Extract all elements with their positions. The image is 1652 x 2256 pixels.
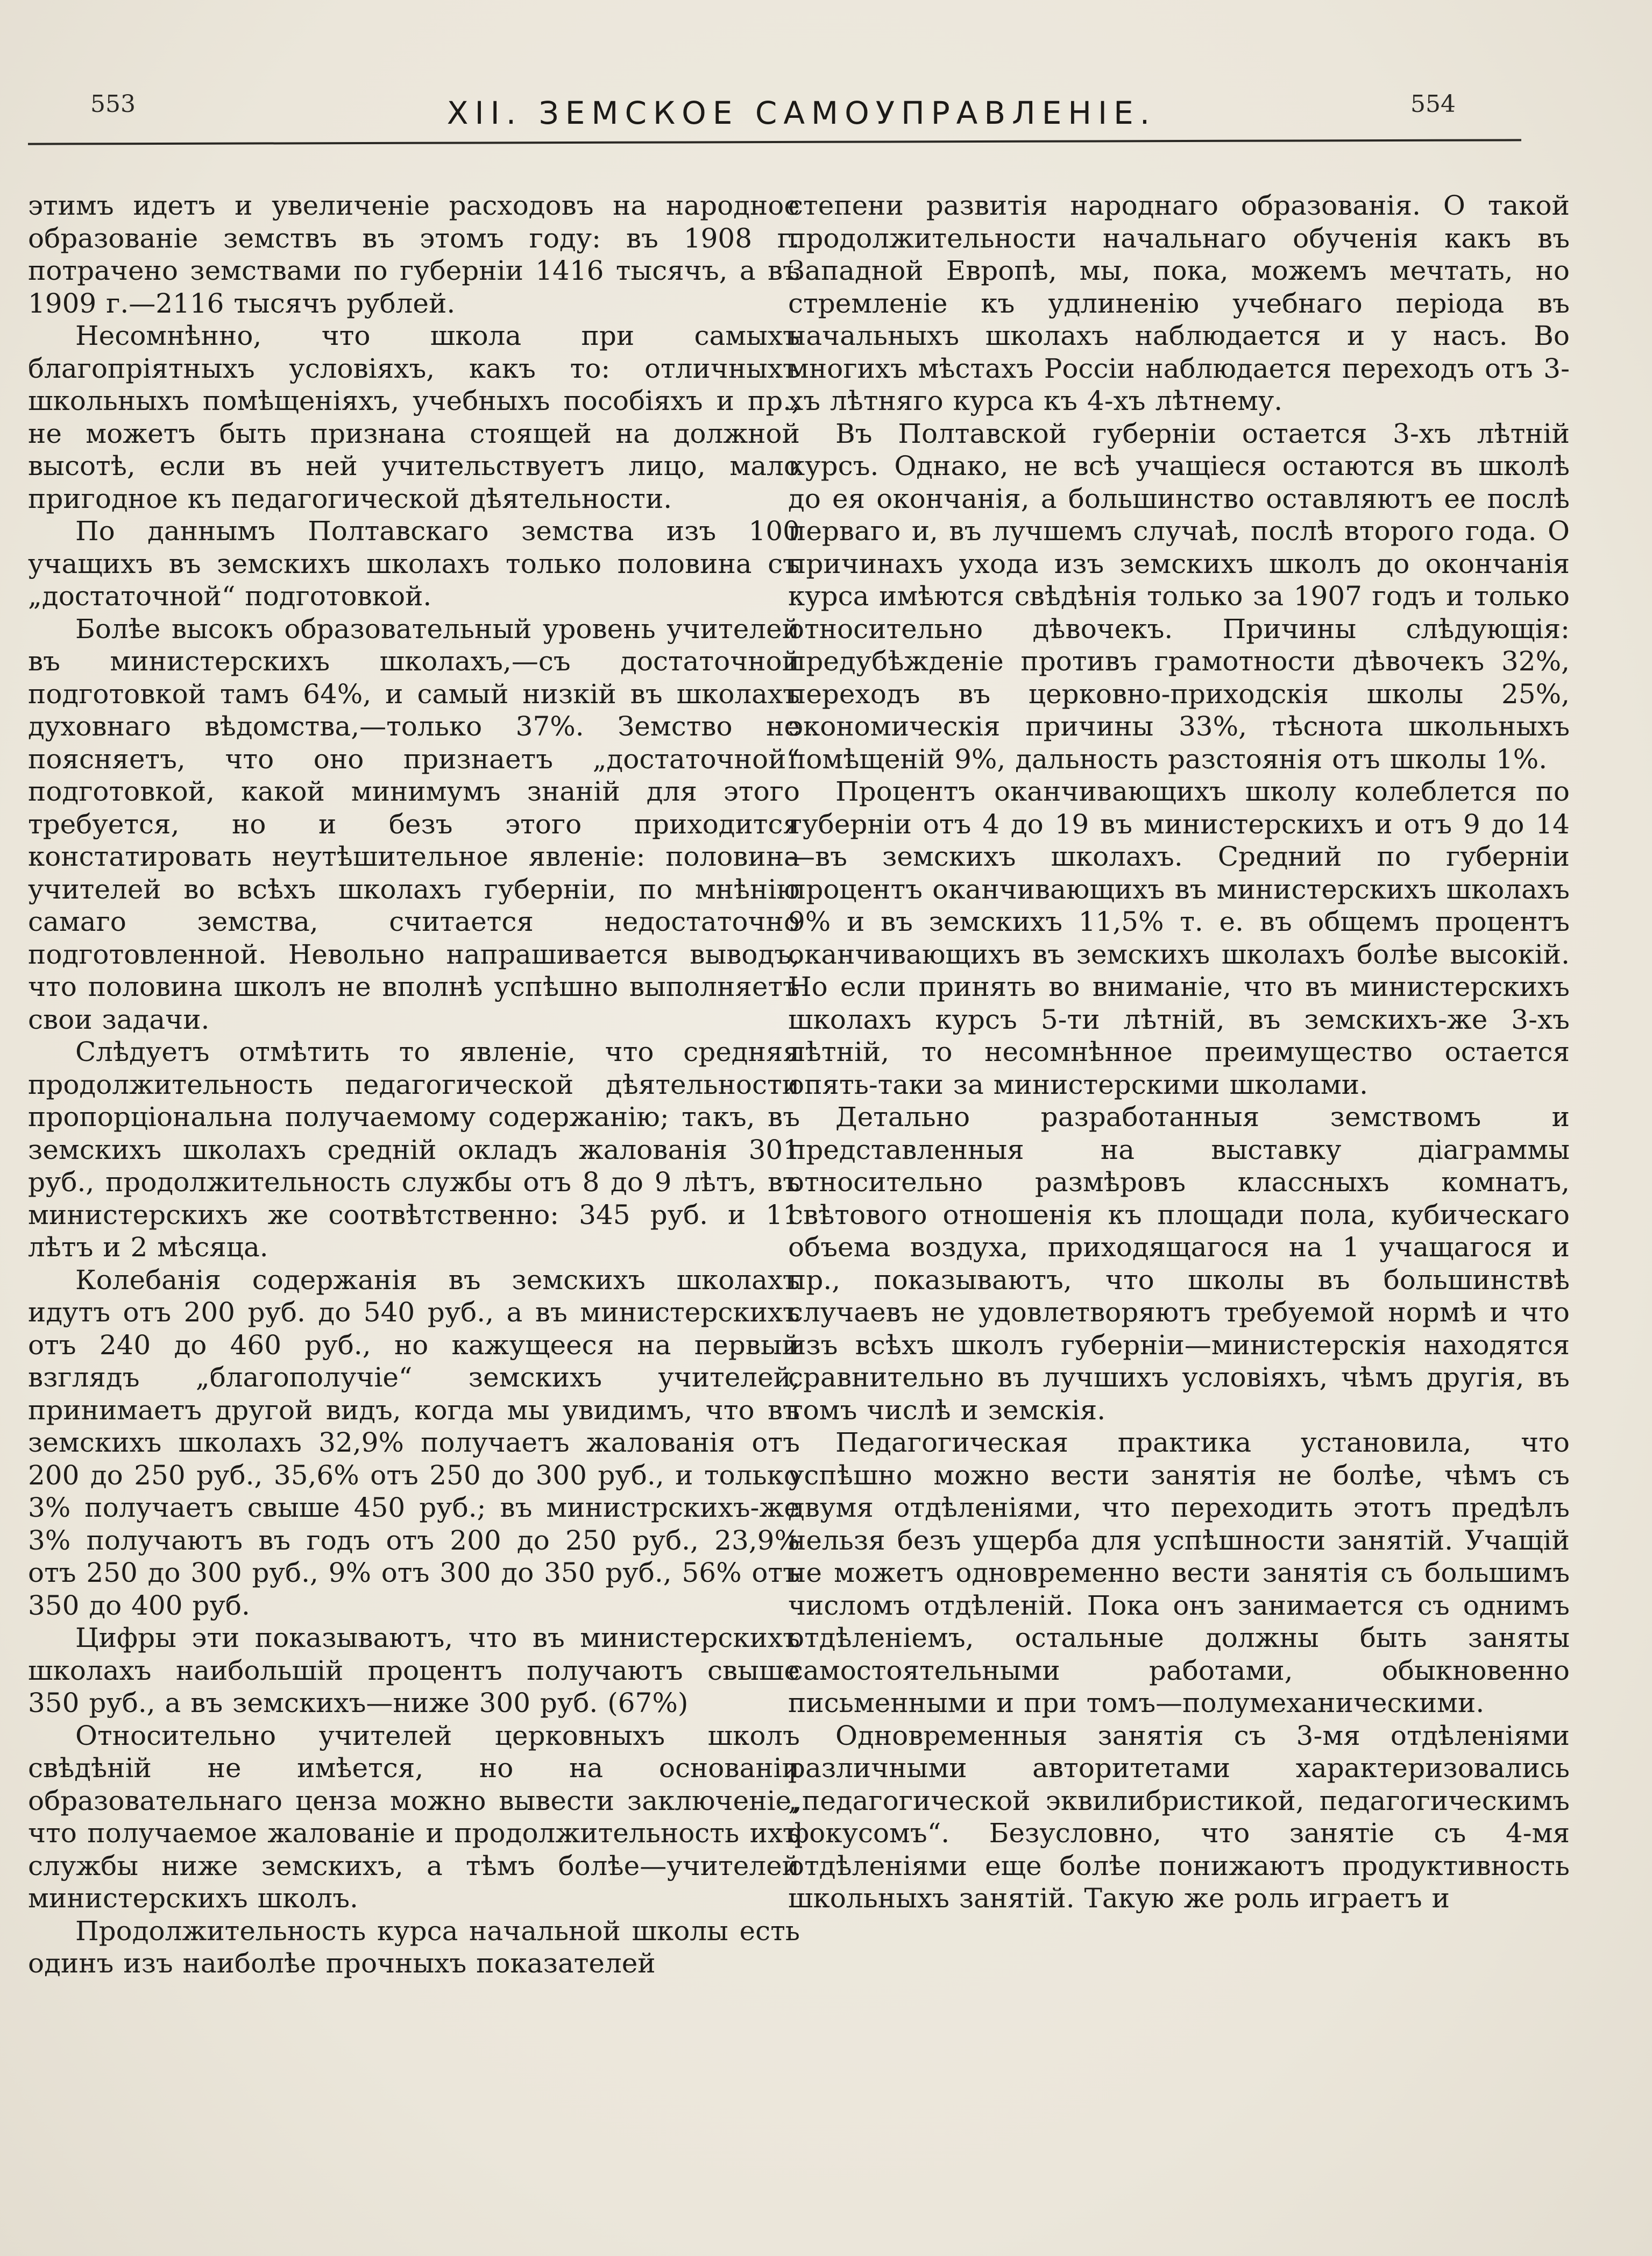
paragraph: Въ Полтавской губернiи остается 3-хъ лѣтнiй курсъ. Однако, не всѣ учащiеся остаются въ школѣ до ея окончанiя, а большинство оставляютъ ее послѣ перваго и, въ лучшемъ случаѣ, послѣ второго года. О причинахъ ухода изъ земскихъ школъ до окончанiя курса имѣются свѣдѣнiя только за 1907 годъ и только относительно дѣвочекъ. Причины слѣдующiя: предубѣжденiе противъ грамотности дѣвочекъ 32%, переходъ въ церковно-приходскiя школы 25%, экономическiя причины 33%, тѣснота школьныхъ помѣщенiй 9%, дальность разстоянiя отъ школы 1%. — [788, 418, 1570, 775]
paragraph: степени развитiя народнаго образованiя. О такой продолжительности начальнаго обученiя какъ въ Западной Европѣ, мы, пока, можемъ мечтать, но стремленiе къ удлиненiю учебнаго перiода въ начальныхъ школахъ наблюдается и у насъ. Во многихъ мѣстахъ Россiи наблюдается переходъ отъ 3-хъ лѣтняго курса къ 4-хъ лѣтнему. — [788, 190, 1570, 416]
paragraph: Одновременныя занятiя съ 3-мя отдѣленiями различными авторитетами характеризовались „педагогической эквилибристикой, педагогическимъ фокусомъ“. Безусловно, что занятiе съ 4-мя отдѣленiями еще болѣе понижаютъ продуктивность школьныхъ занятiй. Такую же роль играетъ и — [788, 1720, 1570, 1914]
paragraph: Слѣдуетъ отмѣтить то явленiе, что средняя продолжительность педагогической дѣятельности пропорцiональна получаемому содержанiю; такъ, въ земскихъ школахъ средній окладъ жалованiя 301 руб., продолжительность службы отъ 8 до 9 лѣтъ, въ министерскихъ же соотвѣтственно: 345 руб. и 11 лѣтъ и 2 мѣсяца. — [28, 1036, 800, 1263]
paragraph: Колебанiя содержанiя въ земскихъ школахъ идутъ отъ 200 руб. до 540 руб., а въ министерскихъ отъ 240 до 460 руб., но кажущееся на первый взглядъ „благополучiе“ земскихъ учителей, принимаетъ другой видъ, когда мы увидимъ, что въ земскихъ школахъ 32,9% получаетъ жалованiя отъ 200 до 250 руб., 35,6% отъ 250 до 300 руб., и только 3% получаетъ свыше 450 руб.; въ министрскихъ-же 3% получаютъ въ годъ отъ 200 до 250 руб., 23,9% отъ 250 до 300 руб., 9% отъ 300 до 350 руб., 56% отъ 350 до 400 руб. — [28, 1264, 800, 1621]
paragraph: Цифры эти показываютъ, что въ министерскихъ школахъ наибольшiй процентъ получаютъ свыше 350 руб., а въ земскихъ—ниже 300 руб. (67%) — [28, 1622, 800, 1718]
right-column — [788, 189, 1570, 1915]
paragraph: Относительно учителей церковныхъ школъ свѣдѣнiй не имѣется, но на основанiи образовательнаго ценза можно вывести заключенiе, что получаемое жалованiе и продолжительность ихъ службы ниже земскихъ, а тѣмъ болѣе—учителей министерскихъ школъ. — [28, 1720, 800, 1914]
header-rule — [28, 139, 1521, 145]
running-header-title: XII. ЗЕМСКОЕ САМОУПРАВЛЕНIЕ. — [446, 95, 1157, 131]
paragraph: Несомнѣнно, что школа при самыхъ благопрiятныхъ условiяхъ, какъ то: отличныхъ школьныхъ помѣщенiяхъ, учебныхъ пособiяхъ и пр., не можетъ быть признана стоящей на должной высотѣ, если въ ней учительствуетъ лицо, мало пригодное къ педагогической дѣятельности. — [28, 320, 800, 514]
paragraph: Процентъ оканчивающихъ школу колеблется по губернiи отъ 4 до 19 въ министерскихъ и отъ 9 до 14—въ земскихъ школахъ. Средний по губернiи процентъ оканчивающихъ въ министерскихъ школахъ 9% и въ земскихъ 11,5% т. е. въ общемъ процентъ оканчивающихъ въ земскихъ школахъ болѣе высокiй. Но если принять во вниманiе, что въ министерскихъ школахъ курсъ 5-ти лѣтнiй, въ земскихъ-же 3-хъ лѣтнiй, то несомнѣнное преимущество остается опять-таки за министерскими школами. — [788, 776, 1570, 1100]
paragraph: Болѣе высокъ образовательный уровень учителей въ министерскихъ школахъ,—съ достаточной подготовкой тамъ 64%, и самый низкiй въ школахъ духовнаго вѣдомства,—только 37%. Земство не поясняетъ, что оно признаетъ „достаточной“ подготовкой, какой минимумъ знанiй для этого требуется, но и безъ этого приходится констатировать неутѣшительное явленiе: половина учителей во всѣхъ школахъ губернiи, по мнѣнiю самаго земства, считается недостаточно подготовленной. Невольно напрашивается выводъ, что половина школъ не вполнѣ успѣшно выполняетъ свои задачи. — [28, 613, 800, 1035]
paragraph: По даннымъ Полтавскаго земства изъ 100 учащихъ въ земскихъ школахъ только половина съ „достаточной“ подготовкой. — [28, 515, 800, 612]
page-number-left: 553 — [90, 90, 136, 118]
paragraph: Детально разработанныя земствомъ и представленныя на выставку дiаграммы относительно размѣровъ классныхъ комнатъ, свѣтового отношенiя къ площади пола, кубическаго объема воздуха, приходящагося на 1 учащагося и пр., показываютъ, что школы въ большинствѣ случаевъ не удовлетворяютъ требуемой нормѣ и что изъ всѣхъ школъ губернiи—министерскiя находятся сравнительно въ лучшихъ условiяхъ, чѣмъ другiя, въ томъ числѣ и земскiя. — [788, 1101, 1570, 1426]
left-column — [28, 189, 800, 1980]
page-number-right: 554 — [1410, 90, 1456, 118]
paragraph: Продолжительность курса начальной школы есть одинъ изъ наиболѣе прочныхъ показателей — [28, 1915, 800, 1979]
paragraph: Педагогическая практика установила, что успѣшно можно вести занятiя не болѣе, чѣмъ съ двумя отдѣленiями, что переходить этотъ предѣлъ нельзя безъ ущерба для успѣшности занятiй. Учащiй не можетъ одновременно вести занятiя съ большимъ числомъ отдѣленiй. Пока онъ занимается съ однимъ отдѣленiемъ, остальные должны быть заняты самостоятельными работами, обыкновенно письменными и при томъ—полумеханическими. — [788, 1427, 1570, 1718]
paragraph: этимъ идетъ и увеличенiе расходовъ на народное образованiе земствъ въ этомъ году: въ 1908 г. потрачено земствами по губернiи 1416 тысячъ, а въ 1909 г.—2116 тысячъ рублей. — [28, 190, 800, 319]
